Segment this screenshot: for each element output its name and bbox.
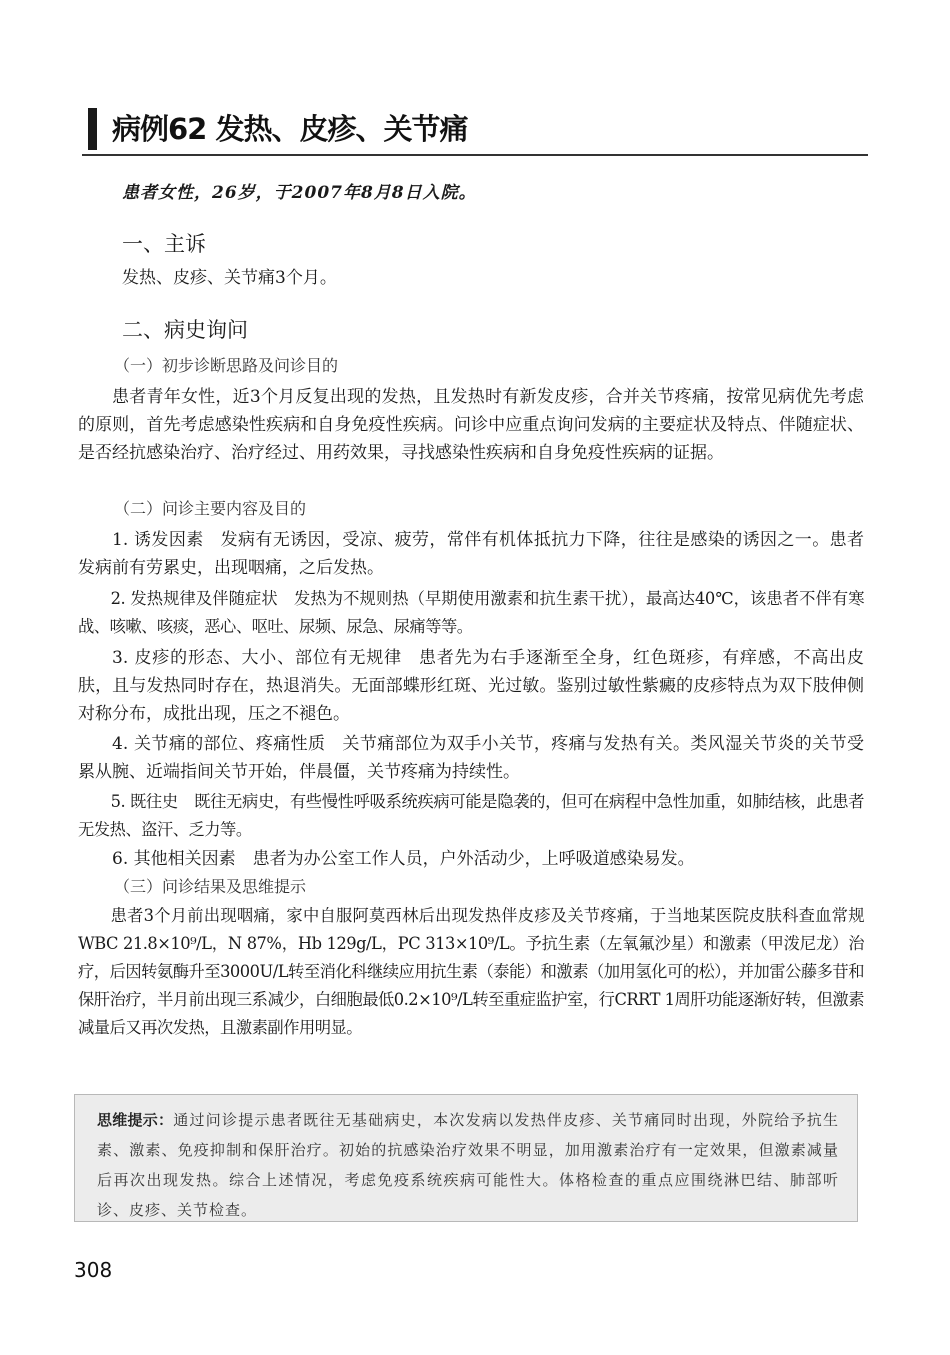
sub-heading-inquiry-content: （二）问诊主要内容及目的	[114, 499, 307, 518]
inquiry-item-5-text: 既往无病史，有些慢性呼吸系统疾病可能是隐袭的，但可在病程中急性加重，如肺结核，此患者无发热、盗汗、乏力等。	[78, 792, 864, 839]
page-number: 308	[74, 1258, 113, 1282]
title-bar-marker	[88, 108, 97, 150]
inquiry-item-2	[78, 585, 864, 641]
inquiry-item-5	[78, 788, 864, 844]
thinking-hint-label: 思维提示：	[97, 1111, 174, 1129]
inquiry-item-6-text: 患者为办公室工作人员，户外活动少，上呼吸道感染易发。	[252, 849, 695, 869]
sub-heading-initial-diagnosis: （一）初步诊断思路及问诊目的	[114, 356, 339, 375]
history-heading: 二、病史询问	[122, 318, 248, 342]
inquiry-item-4-label: 4. 关节痛的部位、疼痛性质	[112, 734, 326, 754]
thinking-hint-box	[74, 1094, 858, 1222]
title-underline	[82, 154, 868, 156]
inquiry-item-1	[78, 526, 864, 582]
inquiry-item-3-label: 3. 皮疹的形态、大小、部位有无规律	[112, 648, 402, 668]
chief-complaint-heading: 一、主诉	[122, 232, 206, 256]
thinking-hint-text: 通过问诊提示患者既往无基础病史，本次发病以发热伴皮疹、关节痛同时出现，外院给予抗生素、激素、免疫抑制和保肝治疗。初始的抗感染治疗效果不明显，加用激素治疗有一定效果，但激素减量后再次出现发热。综合上述情况，考虑免疫系统疾病可能性大。体格检查的重点应围绕淋巴结、肺部听诊、皮疹、关节检查。	[97, 1111, 839, 1219]
inquiry-item-6-label: 6. 其他相关因素	[112, 849, 236, 869]
chief-complaint-text: 发热、皮疹、关节痛3个月。	[122, 268, 337, 288]
inquiry-item-6	[78, 845, 864, 873]
inquiry-item-4	[78, 730, 864, 786]
inquiry-item-3	[78, 644, 864, 728]
inquiry-item-2-label: 2. 发热规律及伴随症状	[110, 589, 278, 608]
case-title: 病例62 发热、皮疹、关节痛	[112, 112, 468, 146]
inquiry-results-text: 患者3个月前出现咽痛，家中自服阿莫西林后出现发热伴皮疹及关节疼痛，于当地某医院皮肤科查血常规WBC 21.8×10⁹/L，N 87%，Hb 129g/L，PC 313×10⁹/L。予抗生素（左氧氟沙星）和激素（甲泼尼龙）治疗，后因转氨酶升至3000U/L转至消化科继续应用抗生素（泰能）和激素（加用氢化可的松），并加雷公藤多苷和保肝治疗，半月前出现三系减少，白细胞最低0.2×10⁹/L转至重症监护室，行CRRT 1周肝功能逐渐好转，但激素减量后又再次发热，且激素副作用明显。	[78, 906, 864, 1037]
initial-diagnosis-text: 患者青年女性，近3个月反复出现的发热，且发热时有新发皮疹，合并关节疼痛，按常见病优先考虑的原则，首先考虑感染性疾病和自身免疫性疾病。问诊中应重点询问发病的主要症状及特点、伴随症状、是否经抗感染治疗、治疗经过、用药效果，寻找感染性疾病和自身免疫性疾病的证据。	[78, 387, 864, 463]
inquiry-item-3-text: 患者先为右手逐渐至全身，红色斑疹，有痒感，不高出皮肤，且与发热同时存在，热退消失。无面部蝶形红斑、光过敏。鉴别过敏性紫癜的皮疹特点为双下肢伸侧对称分布，成批出现，压之不褪色。	[78, 648, 865, 724]
case-title-block	[82, 104, 868, 158]
inquiry-item-1-text: 发病有无诱因，受凉、疲劳，常伴有机体抵抗力下降，往往是感染的诱因之一。患者发病前有劳累史，出现咽痛，之后发热。	[78, 530, 865, 578]
inquiry-item-4-text: 关节痛部位为双手小关节，疼痛与发热有关。类风湿关节炎的关节受累从腕、近端指间关节开始，伴晨僵，关节疼痛为持续性。	[78, 734, 865, 782]
patient-info: 患者女性，26岁，于2007年8月8日入院。	[122, 183, 477, 203]
inquiry-item-5-label: 5. 既往史	[110, 792, 178, 811]
inquiry-item-2-text: 发热为不规则热（早期使用激素和抗生素干扰），最高达40℃，该患者不伴有寒战、咳嗽、咳痰，恶心、呕吐、尿频、尿急、尿痛等等。	[78, 589, 864, 636]
inquiry-item-1-label: 1. 诱发因素	[112, 530, 204, 550]
sub-heading-inquiry-results: （三）问诊结果及思维提示	[114, 877, 307, 896]
